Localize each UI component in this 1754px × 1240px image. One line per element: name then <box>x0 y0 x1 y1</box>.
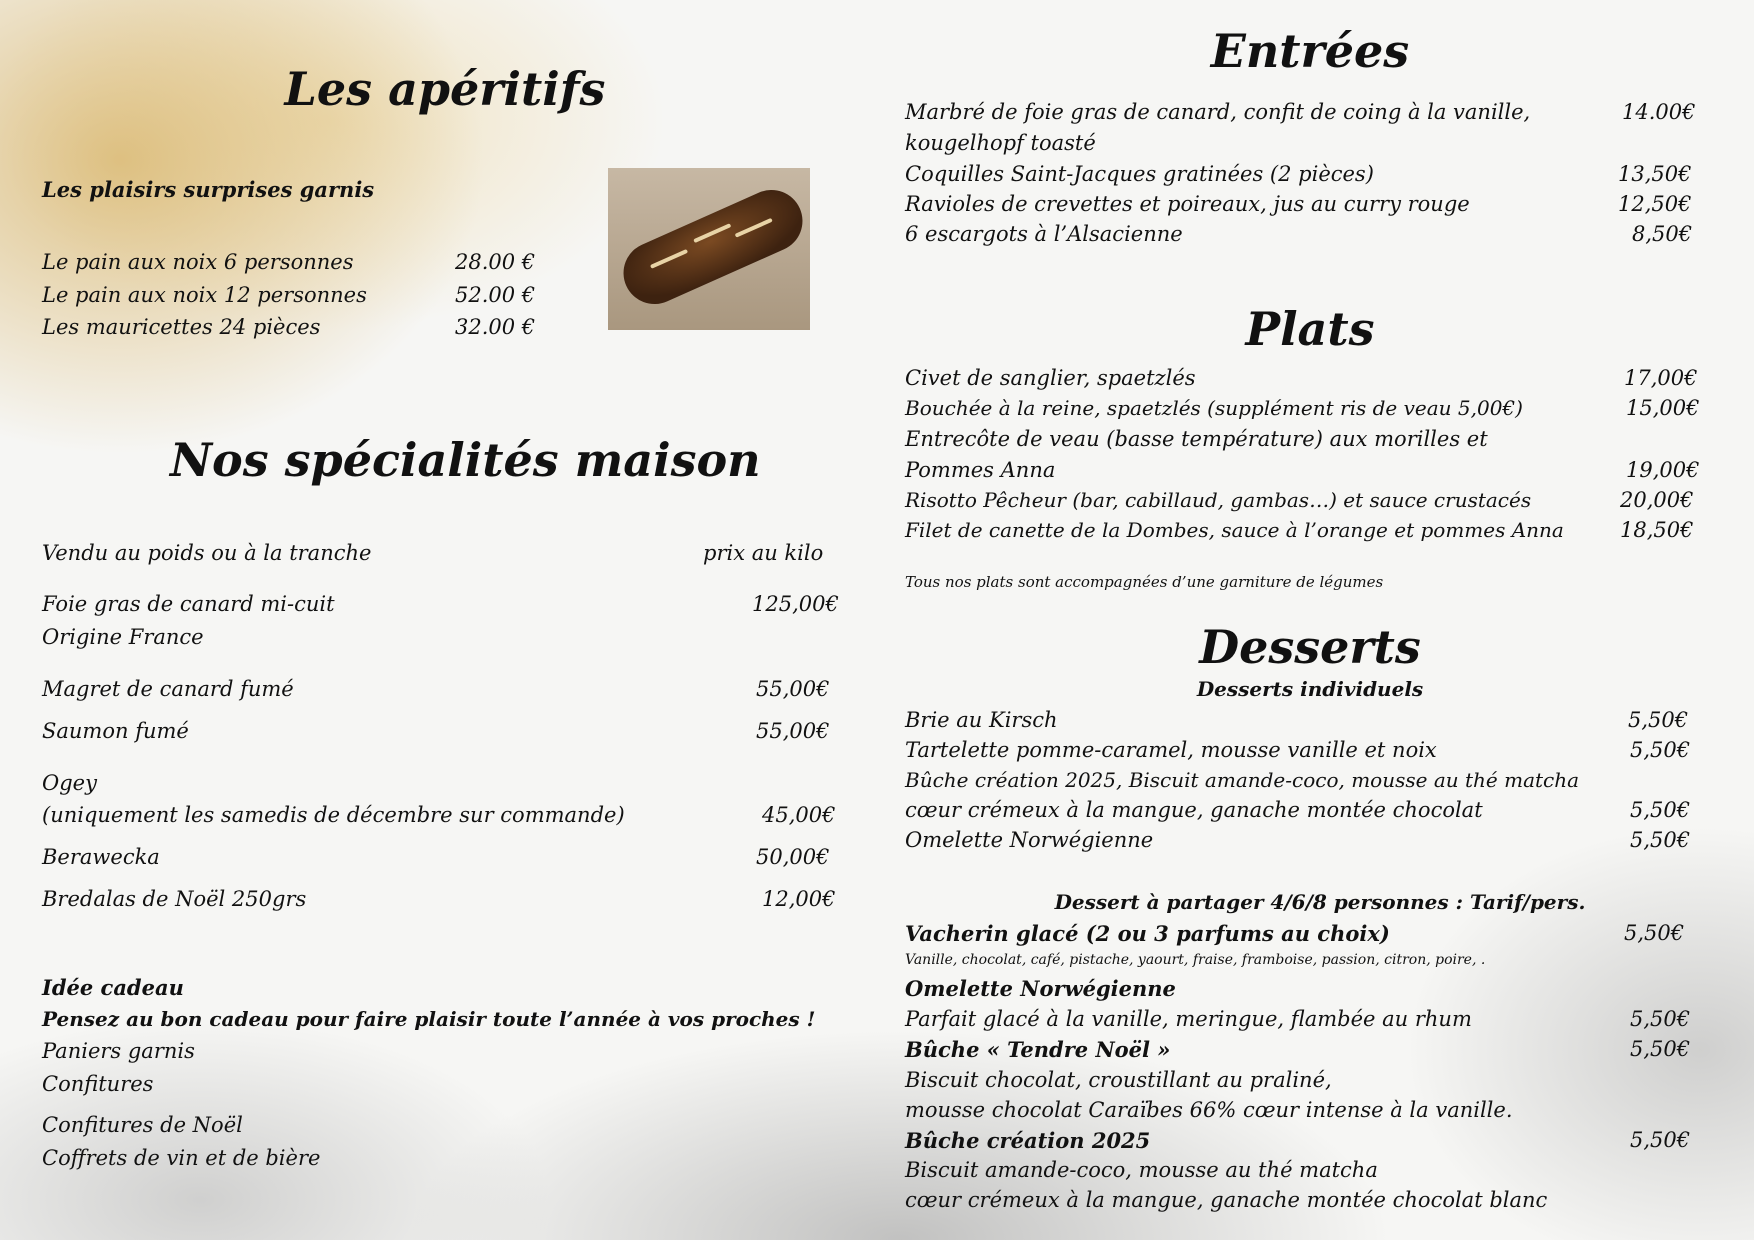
cadeau-item: Confitures <box>42 1072 154 1096</box>
plat-item-price: 17,00€ <box>1624 366 1698 390</box>
specialites-header-right: prix au kilo <box>703 541 824 565</box>
specialite-item-name: Magret de canard fumé <box>42 677 294 701</box>
specialite-item-price: 125,00€ <box>752 592 839 616</box>
aperitif-item-price: 32.00 € <box>455 315 536 339</box>
entree-item-name-cont: kougelhopf toasté <box>905 131 1096 155</box>
dessert-item-price: 5,50€ <box>1630 828 1691 852</box>
dessert-item-name-cont: cœur crémeux à la mangue, ganache montée chocolat <box>905 798 1483 822</box>
plat-item-name: Filet de canette de la Dombes, sauce à l’orange et pommes Anna <box>905 518 1564 542</box>
plat-item-name: Civet de sanglier, spaetzlés <box>905 366 1196 390</box>
buche-creation-price: 5,50€ <box>1630 1128 1691 1152</box>
entree-item-name: Ravioles de crevettes et poireaux, jus au curry rouge <box>905 192 1470 216</box>
entree-item-price: 13,50€ <box>1618 162 1692 186</box>
aperitif-item-price: 52.00 € <box>455 283 536 307</box>
entree-item-price: 12,50€ <box>1618 192 1692 216</box>
specialite-item-price: 12,00€ <box>762 887 836 911</box>
plats-title: Plats <box>1245 302 1375 356</box>
vacherin-name: Vacherin glacé (2 ou 3 parfums au choix) <box>905 921 1390 946</box>
aperitif-item-name: Le pain aux noix 12 personnes <box>42 283 367 307</box>
plat-item-price: 20,00€ <box>1620 488 1694 512</box>
desserts-individual-title: Desserts individuels <box>1196 677 1424 701</box>
dessert-item-name: Tartelette pomme-caramel, mousse vanille et noix <box>905 738 1437 762</box>
specialite-item-price: 55,00€ <box>756 677 830 701</box>
entree-item-price: 14.00€ <box>1622 100 1696 124</box>
aperitifs-title: Les apéritifs <box>284 62 606 116</box>
plat-item-name-cont: Pommes Anna <box>905 458 1056 482</box>
vacherin-price: 5,50€ <box>1624 921 1685 945</box>
plat-item-name: Bouchée à la reine, spaetzlés (supplément ris de veau 5,00€) <box>905 396 1523 420</box>
dessert-item-price: 5,50€ <box>1630 738 1691 762</box>
specialite-item-name: Saumon fumé <box>42 719 189 743</box>
plat-item-price: 18,50€ <box>1620 518 1694 542</box>
buche-creation-line: cœur crémeux à la mangue, ganache montée chocolat blanc <box>905 1188 1548 1212</box>
dessert-item-name: Bûche création 2025, Biscuit amande-coco, mousse au thé matcha <box>905 768 1580 792</box>
desserts-title: Desserts <box>1199 620 1421 674</box>
plat-item-name: Risotto Pêcheur (bar, cabillaud, gambas…) et sauce crustacés <box>905 488 1532 512</box>
plat-item-name: Entrecôte de veau (basse température) aux morilles et <box>905 427 1488 451</box>
plats-note: Tous nos plats sont accompagnées d’une garniture de légumes <box>905 573 1384 591</box>
entree-item-name: 6 escargots à l’Alsacienne <box>905 222 1183 246</box>
specialite-item-name: Ogey <box>42 771 97 795</box>
tendre-noel-name: Bûche « Tendre Noël » <box>905 1037 1171 1062</box>
dessert-item-price: 5,50€ <box>1630 798 1691 822</box>
dessert-item-name: Omelette Norwégienne <box>905 828 1154 852</box>
buche-creation-line: Biscuit amande-coco, mousse au thé matcha <box>905 1158 1378 1182</box>
specialites-title: Nos spécialités maison <box>170 433 761 487</box>
aperitifs-subtitle: Les plaisirs surprises garnis <box>42 177 375 202</box>
specialite-item-name: Bredalas de Noël 250grs <box>42 887 307 911</box>
vacherin-detail: Vanille, chocolat, café, pistache, yaourt, fraise, framboise, passion, citron, poire, . <box>905 952 1486 968</box>
cadeau-tagline: Pensez au bon cadeau pour faire plaisir toute l’année à vos proches ! <box>42 1007 816 1031</box>
specialite-item-sub: Origine France <box>42 625 204 649</box>
bread-loaf-shape <box>614 180 810 314</box>
desserts-share-title: Dessert à partager 4/6/8 personnes : Tarif/pers. <box>1054 890 1586 914</box>
entrees-title: Entrées <box>1210 24 1410 78</box>
dessert-item-price: 5,50€ <box>1628 708 1689 732</box>
specialite-item-price: 50,00€ <box>756 845 830 869</box>
specialites-header-left: Vendu au poids ou à la tranche <box>42 541 372 565</box>
dessert-item-name: Brie au Kirsch <box>905 708 1058 732</box>
omelette-detail: Parfait glacé à la vanille, meringue, flambée au rhum <box>905 1007 1472 1031</box>
cadeau-item: Coffrets de vin et de bière <box>42 1146 321 1170</box>
plat-item-price: 15,00€ <box>1626 396 1700 420</box>
cadeau-title: Idée cadeau <box>42 975 184 1000</box>
aperitif-item-price: 28.00 € <box>455 250 536 274</box>
specialite-item-name: Foie gras de canard mi-cuit <box>42 592 335 616</box>
tendre-noel-line: Biscuit chocolat, croustillant au praliné, <box>905 1068 1332 1092</box>
plat-item-price: 19,00€ <box>1626 458 1700 482</box>
aperitif-item-name: Les mauricettes 24 pièces <box>42 315 321 339</box>
specialite-item-price: 45,00€ <box>762 803 836 827</box>
specialite-item-price: 55,00€ <box>756 719 830 743</box>
entree-item-name: Coquilles Saint-Jacques gratinées (2 pièces) <box>905 162 1374 186</box>
entree-item-price: 8,50€ <box>1632 222 1693 246</box>
aperitif-item-name: Le pain aux noix 6 personnes <box>42 250 354 274</box>
tendre-noel-line: mousse chocolat Caraïbes 66% cœur intense à la vanille. <box>905 1098 1513 1122</box>
bread-photo <box>608 168 810 330</box>
cadeau-item: Confitures de Noël <box>42 1113 243 1137</box>
omelette-price: 5,50€ <box>1630 1007 1691 1031</box>
specialite-item-sub: (uniquement les samedis de décembre sur commande) <box>42 803 625 827</box>
omelette-name: Omelette Norwégienne <box>905 976 1176 1001</box>
specialite-item-name: Berawecka <box>42 845 160 869</box>
tendre-noel-price: 5,50€ <box>1630 1037 1691 1061</box>
cadeau-item: Paniers garnis <box>42 1039 195 1063</box>
entree-item-name: Marbré de foie gras de canard, confit de coing à la vanille, <box>905 100 1531 124</box>
buche-creation-name: Bûche création 2025 <box>905 1128 1151 1153</box>
